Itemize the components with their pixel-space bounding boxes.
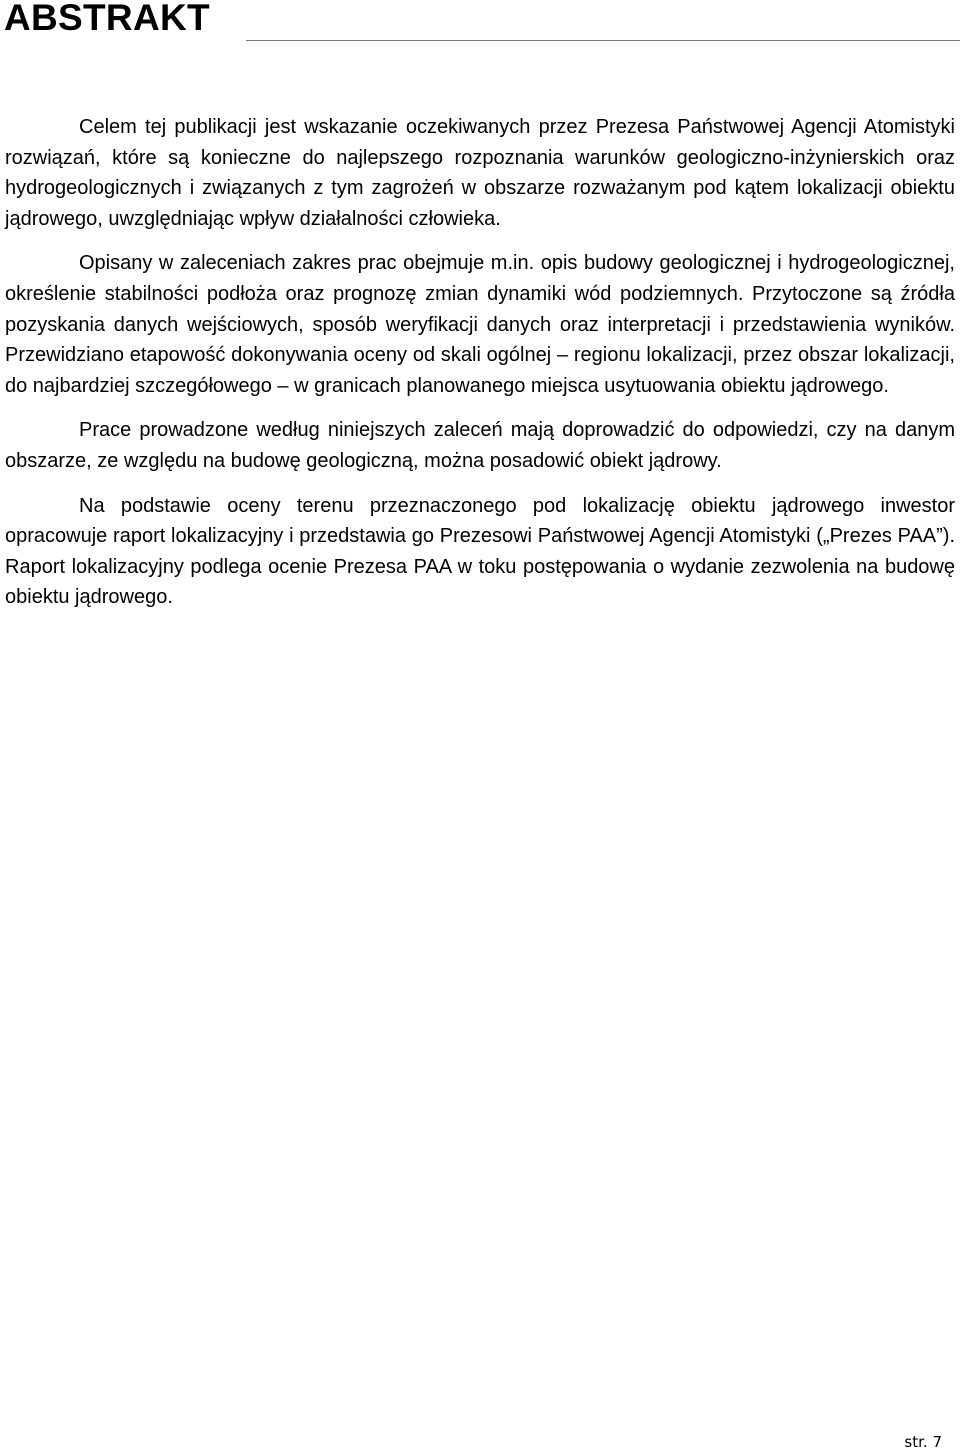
- paragraph-2: Opisany w zaleceniach zakres prac obejmuje m.in. opis budowy geologicznej i hydrogeologicznej, określenie stabilności podłoża oraz prognozę zmian dynamiki wód podziemnych. Przytoczone są źródła pozyskania danych wejściowych, sposób weryfikacji danych oraz interpretacji i przedstawienia wyników. Przewidziano etapowość dokonywania oceny od skali ogólnej – regionu lokalizacji, przez obszar lokalizacji, do najbardziej szczegółowego – w granicach planowanego miejsca usytuowania obiektu jądrowego.: [5, 252, 955, 397]
- paragraph-3: Prace prowadzone według niniejszych zaleceń mają doprowadzić do odpowiedzi, czy na danym obszarze, ze względu na budowę geologiczną, można posadowić obiekt jądrowy.: [5, 419, 955, 472]
- abstract-body: [5, 112, 955, 613]
- section-heading: ABSTRAKT: [4, 0, 210, 38]
- heading-divider: [246, 40, 960, 41]
- page-number: str. 7: [904, 1433, 942, 1451]
- paragraph-1: Celem tej publikacji jest wskazanie oczekiwanych przez Prezesa Państwowej Agencji Atomistyki rozwiązań, które są konieczne do najlepszego rozpoznania warunków geologiczno-inżynierskich oraz hydrogeologicznych i związanych z tym zagrożeń w obszarze rozważanym pod kątem lokalizacji obiektu jądrowego, uwzględniając wpływ działalności człowieka.: [5, 116, 955, 230]
- paragraph-4: Na podstawie oceny terenu przeznaczonego pod lokalizację obiektu jądrowego inwestor opracowuje raport lokalizacyjny i przedstawia go Prezesowi Państwowej Agencji Atomistyki („Prezes PAA”). Raport lokalizacyjny podlega ocenie Prezesa PAA w toku postępowania o wydanie zezwolenia na budowę obiektu jądrowego.: [5, 494, 955, 609]
